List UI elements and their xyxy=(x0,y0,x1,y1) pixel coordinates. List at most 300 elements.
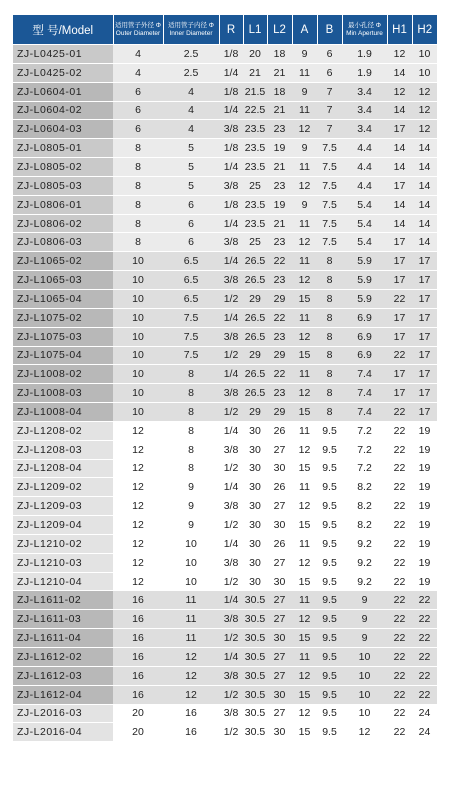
cell-h2: 22 xyxy=(412,591,437,610)
cell-l1: 26.5 xyxy=(243,365,267,384)
table-row xyxy=(13,63,437,82)
cell-a: 9 xyxy=(292,45,317,64)
cell-model: ZJ-L1210-03 xyxy=(13,553,113,572)
cell-model: ZJ-L1065-03 xyxy=(13,271,113,290)
cell-b: 9.5 xyxy=(317,440,342,459)
cell-model: ZJ-L0806-02 xyxy=(13,214,113,233)
cell-inner-diameter: 6.5 xyxy=(163,252,219,271)
cell-outer-diameter: 8 xyxy=(113,158,163,177)
cell-a: 11 xyxy=(292,591,317,610)
cell-model: ZJ-L2016-03 xyxy=(13,704,113,723)
cell-inner-diameter: 8 xyxy=(163,365,219,384)
cell-a: 15 xyxy=(292,516,317,535)
cell-min-aperture: 1.9 xyxy=(342,63,387,82)
cell-r: 1/4 xyxy=(219,158,243,177)
cell-outer-diameter: 8 xyxy=(113,195,163,214)
cell-r: 1/4 xyxy=(219,534,243,553)
cell-inner-diameter: 8 xyxy=(163,440,219,459)
cell-l2: 26 xyxy=(267,534,292,553)
cell-min-aperture: 7.2 xyxy=(342,459,387,478)
cell-outer-diameter: 4 xyxy=(113,63,163,82)
cell-b: 9.5 xyxy=(317,516,342,535)
cell-b: 9.5 xyxy=(317,591,342,610)
cell-a: 15 xyxy=(292,629,317,648)
cell-model: ZJ-L1008-04 xyxy=(13,403,113,422)
cell-l2: 30 xyxy=(267,685,292,704)
cell-a: 15 xyxy=(292,572,317,591)
cell-r: 1/8 xyxy=(219,45,243,64)
cell-outer-diameter: 12 xyxy=(113,478,163,497)
table-row xyxy=(13,553,437,572)
cell-min-aperture: 10 xyxy=(342,666,387,685)
cell-r: 3/8 xyxy=(219,120,243,139)
cell-r: 1/8 xyxy=(219,82,243,101)
cell-inner-diameter: 9 xyxy=(163,516,219,535)
cell-r: 1/2 xyxy=(219,346,243,365)
cell-inner-diameter: 7.5 xyxy=(163,327,219,346)
cell-outer-diameter: 6 xyxy=(113,101,163,120)
cell-min-aperture: 4.4 xyxy=(342,176,387,195)
cell-min-aperture: 6.9 xyxy=(342,346,387,365)
cell-outer-diameter: 12 xyxy=(113,553,163,572)
cell-min-aperture: 7.4 xyxy=(342,403,387,422)
cell-h2: 14 xyxy=(412,233,437,252)
cell-outer-diameter: 8 xyxy=(113,233,163,252)
cell-r: 1/4 xyxy=(219,101,243,120)
cell-r: 1/2 xyxy=(219,403,243,422)
cell-inner-diameter: 6 xyxy=(163,195,219,214)
cell-h1: 14 xyxy=(387,101,412,120)
cell-r: 1/2 xyxy=(219,572,243,591)
cell-model: ZJ-L1008-02 xyxy=(13,365,113,384)
table-row xyxy=(13,327,437,346)
cell-outer-diameter: 10 xyxy=(113,365,163,384)
cell-inner-diameter: 9 xyxy=(163,497,219,516)
cell-b: 9.5 xyxy=(317,478,342,497)
cell-a: 11 xyxy=(292,648,317,667)
cell-model: ZJ-L1612-02 xyxy=(13,648,113,667)
cell-inner-diameter: 6.5 xyxy=(163,271,219,290)
table-row xyxy=(13,214,437,233)
table-row xyxy=(13,120,437,139)
cell-r: 1/4 xyxy=(219,252,243,271)
cell-l1: 30.5 xyxy=(243,666,267,685)
cell-h2: 22 xyxy=(412,610,437,629)
cell-l1: 25 xyxy=(243,176,267,195)
cell-inner-diameter: 7.5 xyxy=(163,346,219,365)
cell-outer-diameter: 20 xyxy=(113,723,163,741)
cell-l2: 21 xyxy=(267,63,292,82)
table-row xyxy=(13,497,437,516)
cell-inner-diameter: 2.5 xyxy=(163,45,219,64)
cell-min-aperture: 6.9 xyxy=(342,308,387,327)
cell-l2: 27 xyxy=(267,704,292,723)
cell-min-aperture: 3.4 xyxy=(342,82,387,101)
cell-l2: 29 xyxy=(267,403,292,422)
cell-l1: 30.5 xyxy=(243,591,267,610)
cell-a: 12 xyxy=(292,176,317,195)
cell-min-aperture: 5.4 xyxy=(342,214,387,233)
cell-b: 8 xyxy=(317,289,342,308)
cell-b: 7.5 xyxy=(317,158,342,177)
table-row xyxy=(13,704,437,723)
cell-l1: 26.5 xyxy=(243,252,267,271)
cell-l1: 20 xyxy=(243,45,267,64)
cell-r: 1/2 xyxy=(219,289,243,308)
cell-model: ZJ-L1065-04 xyxy=(13,289,113,308)
cell-outer-diameter: 8 xyxy=(113,214,163,233)
cell-l2: 27 xyxy=(267,553,292,572)
cell-l1: 30 xyxy=(243,553,267,572)
cell-l1: 30 xyxy=(243,534,267,553)
cell-b: 7.5 xyxy=(317,214,342,233)
cell-inner-diameter: 8 xyxy=(163,421,219,440)
cell-outer-diameter: 12 xyxy=(113,516,163,535)
cell-b: 9.5 xyxy=(317,685,342,704)
cell-h2: 22 xyxy=(412,648,437,667)
cell-model: ZJ-L1208-04 xyxy=(13,459,113,478)
cell-h1: 22 xyxy=(387,516,412,535)
header-inner-diameter-cn: 适用管子内径 Φ xyxy=(168,21,214,29)
cell-l1: 26.5 xyxy=(243,308,267,327)
cell-min-aperture: 5.9 xyxy=(342,271,387,290)
cell-h2: 14 xyxy=(412,214,437,233)
cell-r: 3/8 xyxy=(219,497,243,516)
cell-model: ZJ-L1209-04 xyxy=(13,516,113,535)
cell-r: 3/8 xyxy=(219,553,243,572)
cell-h2: 12 xyxy=(412,101,437,120)
cell-h2: 17 xyxy=(412,252,437,271)
cell-l1: 30 xyxy=(243,478,267,497)
cell-r: 3/8 xyxy=(219,610,243,629)
header-outer-diameter-en: Outer Diameter xyxy=(115,29,161,37)
cell-min-aperture: 4.4 xyxy=(342,139,387,158)
cell-h1: 14 xyxy=(387,63,412,82)
cell-l1: 21.5 xyxy=(243,82,267,101)
cell-b: 9.5 xyxy=(317,553,342,572)
cell-r: 3/8 xyxy=(219,704,243,723)
cell-min-aperture: 5.9 xyxy=(342,289,387,308)
cell-outer-diameter: 12 xyxy=(113,459,163,478)
cell-min-aperture: 7.4 xyxy=(342,365,387,384)
cell-model: ZJ-L1075-04 xyxy=(13,346,113,365)
cell-outer-diameter: 10 xyxy=(113,403,163,422)
cell-r: 3/8 xyxy=(219,440,243,459)
cell-l2: 30 xyxy=(267,723,292,741)
cell-model: ZJ-L0805-01 xyxy=(13,139,113,158)
cell-r: 3/8 xyxy=(219,233,243,252)
cell-h2: 24 xyxy=(412,723,437,741)
cell-min-aperture: 12 xyxy=(342,723,387,741)
cell-l2: 27 xyxy=(267,610,292,629)
table-row xyxy=(13,176,437,195)
cell-outer-diameter: 10 xyxy=(113,271,163,290)
cell-r: 3/8 xyxy=(219,384,243,403)
cell-inner-diameter: 8 xyxy=(163,403,219,422)
table-row xyxy=(13,82,437,101)
cell-h1: 22 xyxy=(387,403,412,422)
cell-outer-diameter: 10 xyxy=(113,308,163,327)
cell-a: 15 xyxy=(292,346,317,365)
header-min-aperture-cn: 最小孔径 Φ xyxy=(348,21,381,29)
cell-h2: 19 xyxy=(412,478,437,497)
cell-h2: 14 xyxy=(412,176,437,195)
table-row xyxy=(13,666,437,685)
cell-min-aperture: 9 xyxy=(342,591,387,610)
cell-h1: 14 xyxy=(387,158,412,177)
table-row xyxy=(13,289,437,308)
cell-h1: 14 xyxy=(387,195,412,214)
cell-inner-diameter: 11 xyxy=(163,591,219,610)
cell-min-aperture: 10 xyxy=(342,685,387,704)
cell-a: 15 xyxy=(292,289,317,308)
cell-h1: 17 xyxy=(387,120,412,139)
cell-h2: 12 xyxy=(412,82,437,101)
cell-min-aperture: 7.2 xyxy=(342,440,387,459)
cell-outer-diameter: 10 xyxy=(113,346,163,365)
table-row xyxy=(13,723,437,741)
cell-inner-diameter: 9 xyxy=(163,478,219,497)
table-row xyxy=(13,252,437,271)
cell-h1: 22 xyxy=(387,289,412,308)
cell-r: 1/4 xyxy=(219,478,243,497)
cell-b: 7 xyxy=(317,120,342,139)
cell-inner-diameter: 12 xyxy=(163,666,219,685)
cell-b: 9.5 xyxy=(317,666,342,685)
cell-min-aperture: 9.2 xyxy=(342,553,387,572)
cell-r: 1/4 xyxy=(219,214,243,233)
cell-model: ZJ-L1611-02 xyxy=(13,591,113,610)
cell-l2: 27 xyxy=(267,648,292,667)
cell-inner-diameter: 11 xyxy=(163,629,219,648)
header-h2: H2 xyxy=(412,15,437,45)
cell-l2: 23 xyxy=(267,384,292,403)
cell-r: 1/2 xyxy=(219,685,243,704)
cell-h1: 22 xyxy=(387,346,412,365)
cell-model: ZJ-L1208-03 xyxy=(13,440,113,459)
cell-inner-diameter: 4 xyxy=(163,82,219,101)
cell-b: 8 xyxy=(317,308,342,327)
cell-min-aperture: 10 xyxy=(342,704,387,723)
cell-h2: 14 xyxy=(412,139,437,158)
cell-model: ZJ-L2016-04 xyxy=(13,723,113,741)
cell-model: ZJ-L0425-01 xyxy=(13,45,113,64)
cell-b: 7.5 xyxy=(317,139,342,158)
cell-h2: 19 xyxy=(412,459,437,478)
cell-a: 12 xyxy=(292,704,317,723)
cell-l2: 23 xyxy=(267,176,292,195)
cell-a: 11 xyxy=(292,308,317,327)
table-row xyxy=(13,271,437,290)
cell-l2: 18 xyxy=(267,45,292,64)
cell-b: 8 xyxy=(317,346,342,365)
cell-r: 1/4 xyxy=(219,591,243,610)
cell-h1: 22 xyxy=(387,591,412,610)
cell-l2: 19 xyxy=(267,195,292,214)
cell-h1: 22 xyxy=(387,572,412,591)
cell-h1: 17 xyxy=(387,365,412,384)
cell-h2: 24 xyxy=(412,704,437,723)
header-row xyxy=(13,15,437,45)
table-row xyxy=(13,365,437,384)
cell-inner-diameter: 5 xyxy=(163,158,219,177)
cell-min-aperture: 7.4 xyxy=(342,384,387,403)
cell-h2: 17 xyxy=(412,289,437,308)
cell-a: 11 xyxy=(292,214,317,233)
cell-b: 9.5 xyxy=(317,572,342,591)
header-model: 型 号/Model xyxy=(13,15,113,45)
cell-l1: 30 xyxy=(243,497,267,516)
cell-r: 3/8 xyxy=(219,327,243,346)
cell-inner-diameter: 16 xyxy=(163,723,219,741)
cell-h2: 12 xyxy=(412,120,437,139)
table-row xyxy=(13,591,437,610)
cell-inner-diameter: 8 xyxy=(163,459,219,478)
cell-model: ZJ-L1075-03 xyxy=(13,327,113,346)
cell-a: 11 xyxy=(292,158,317,177)
table-row xyxy=(13,346,437,365)
cell-min-aperture: 4.4 xyxy=(342,158,387,177)
cell-inner-diameter: 4 xyxy=(163,101,219,120)
cell-outer-diameter: 10 xyxy=(113,327,163,346)
cell-outer-diameter: 6 xyxy=(113,120,163,139)
cell-h1: 22 xyxy=(387,666,412,685)
table-row xyxy=(13,101,437,120)
cell-inner-diameter: 2.5 xyxy=(163,63,219,82)
table-row xyxy=(13,403,437,422)
cell-outer-diameter: 10 xyxy=(113,289,163,308)
cell-min-aperture: 5.9 xyxy=(342,252,387,271)
cell-inner-diameter: 11 xyxy=(163,610,219,629)
cell-b: 8 xyxy=(317,384,342,403)
cell-r: 1/2 xyxy=(219,459,243,478)
cell-model: ZJ-L0604-02 xyxy=(13,101,113,120)
header-inner-diameter-en: Inner Diameter xyxy=(169,29,213,37)
cell-h2: 19 xyxy=(412,572,437,591)
cell-a: 12 xyxy=(292,553,317,572)
cell-l2: 22 xyxy=(267,365,292,384)
cell-model: ZJ-L0604-01 xyxy=(13,82,113,101)
cell-b: 8 xyxy=(317,271,342,290)
cell-h1: 12 xyxy=(387,82,412,101)
cell-r: 1/4 xyxy=(219,421,243,440)
cell-l2: 29 xyxy=(267,346,292,365)
cell-l1: 30.5 xyxy=(243,685,267,704)
header-min-aperture-en: Min Aperture xyxy=(346,29,383,37)
spec-table xyxy=(13,15,437,741)
cell-l2: 23 xyxy=(267,327,292,346)
cell-l1: 30.5 xyxy=(243,704,267,723)
cell-inner-diameter: 10 xyxy=(163,572,219,591)
cell-b: 7 xyxy=(317,101,342,120)
header-outer-diameter-cn: 适用管子外径 Φ xyxy=(115,21,161,29)
cell-l1: 30 xyxy=(243,516,267,535)
cell-r: 1/4 xyxy=(219,365,243,384)
cell-a: 11 xyxy=(292,365,317,384)
cell-outer-diameter: 6 xyxy=(113,82,163,101)
cell-h2: 17 xyxy=(412,346,437,365)
cell-model: ZJ-L1210-02 xyxy=(13,534,113,553)
cell-h2: 14 xyxy=(412,195,437,214)
cell-inner-diameter: 7.5 xyxy=(163,308,219,327)
cell-min-aperture: 8.2 xyxy=(342,516,387,535)
header-outer-diameter xyxy=(113,15,163,45)
cell-h1: 22 xyxy=(387,534,412,553)
cell-a: 12 xyxy=(292,610,317,629)
cell-b: 8 xyxy=(317,365,342,384)
cell-l1: 29 xyxy=(243,403,267,422)
table-header xyxy=(13,15,437,45)
cell-l2: 23 xyxy=(267,233,292,252)
cell-min-aperture: 7.2 xyxy=(342,421,387,440)
cell-r: 3/8 xyxy=(219,271,243,290)
cell-outer-diameter: 12 xyxy=(113,534,163,553)
cell-l1: 29 xyxy=(243,346,267,365)
cell-inner-diameter: 16 xyxy=(163,704,219,723)
cell-inner-diameter: 10 xyxy=(163,553,219,572)
cell-min-aperture: 8.2 xyxy=(342,497,387,516)
cell-b: 7.5 xyxy=(317,195,342,214)
header-inner-diameter xyxy=(163,15,219,45)
cell-l2: 21 xyxy=(267,101,292,120)
cell-a: 12 xyxy=(292,271,317,290)
table-row xyxy=(13,308,437,327)
cell-model: ZJ-L1611-03 xyxy=(13,610,113,629)
cell-b: 9.5 xyxy=(317,421,342,440)
cell-l2: 26 xyxy=(267,478,292,497)
cell-l1: 29 xyxy=(243,289,267,308)
cell-inner-diameter: 6 xyxy=(163,233,219,252)
cell-a: 11 xyxy=(292,421,317,440)
cell-b: 7 xyxy=(317,82,342,101)
cell-inner-diameter: 4 xyxy=(163,120,219,139)
cell-l2: 27 xyxy=(267,440,292,459)
cell-h2: 17 xyxy=(412,271,437,290)
cell-min-aperture: 9.2 xyxy=(342,534,387,553)
cell-outer-diameter: 12 xyxy=(113,421,163,440)
header-h1: H1 xyxy=(387,15,412,45)
cell-r: 1/8 xyxy=(219,195,243,214)
cell-b: 9.5 xyxy=(317,629,342,648)
cell-l1: 30.5 xyxy=(243,648,267,667)
cell-l1: 21 xyxy=(243,63,267,82)
cell-outer-diameter: 16 xyxy=(113,629,163,648)
table-row xyxy=(13,233,437,252)
cell-h1: 22 xyxy=(387,553,412,572)
cell-h2: 17 xyxy=(412,384,437,403)
cell-h1: 17 xyxy=(387,308,412,327)
cell-b: 6 xyxy=(317,45,342,64)
cell-b: 8 xyxy=(317,403,342,422)
cell-l2: 23 xyxy=(267,271,292,290)
cell-min-aperture: 1.9 xyxy=(342,45,387,64)
table-row xyxy=(13,685,437,704)
cell-b: 8 xyxy=(317,252,342,271)
table-body xyxy=(13,45,437,742)
cell-h2: 22 xyxy=(412,629,437,648)
header-b: B xyxy=(317,15,342,45)
cell-model: ZJ-L1612-03 xyxy=(13,666,113,685)
cell-l2: 26 xyxy=(267,421,292,440)
cell-a: 9 xyxy=(292,195,317,214)
cell-min-aperture: 9 xyxy=(342,610,387,629)
cell-h2: 17 xyxy=(412,308,437,327)
cell-h1: 22 xyxy=(387,723,412,741)
header-l2: L2 xyxy=(267,15,292,45)
cell-l1: 30 xyxy=(243,572,267,591)
cell-h2: 22 xyxy=(412,685,437,704)
cell-model: ZJ-L1065-02 xyxy=(13,252,113,271)
